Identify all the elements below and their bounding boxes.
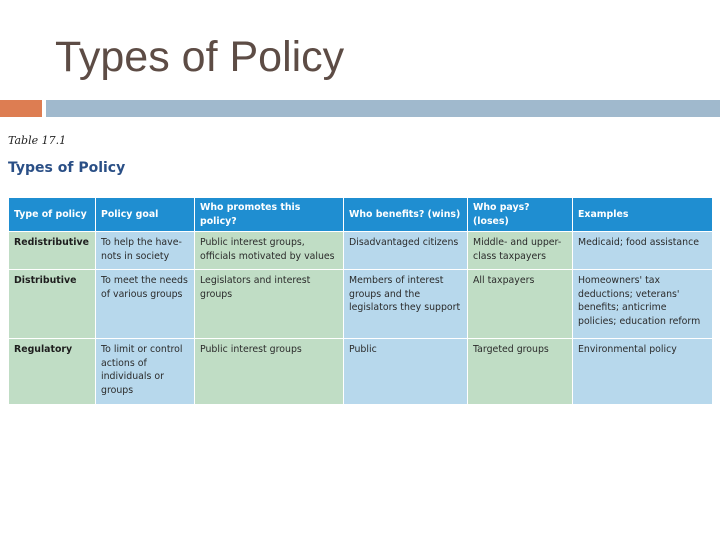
benefits-cell: Disadvantaged citizens — [344, 232, 468, 270]
table-row — [9, 270, 713, 339]
examples-cell: Medicaid; food assistance — [573, 232, 713, 270]
promoters-cell: Legislators and interest groups — [195, 270, 344, 339]
table-row — [9, 232, 713, 270]
title-accent-bar — [0, 100, 42, 117]
column-header: Who pays? (loses) — [468, 198, 573, 232]
examples-cell: Environmental policy — [573, 339, 713, 405]
benefits-cell: Members of interest groups and the legislators they support — [344, 270, 468, 339]
pays-cell: Middle- and upper-class taxpayers — [468, 232, 573, 270]
table-caption: Table 17.1 — [8, 134, 67, 147]
policy-goal-cell: To meet the needs of various groups — [96, 270, 195, 339]
title-rule-bar — [46, 100, 720, 117]
table-heading: Types of Policy — [8, 160, 126, 176]
column-header: Policy goal — [96, 198, 195, 232]
policy-type-cell: Redistributive — [9, 232, 96, 270]
policy-goal-cell: To help the have-nots in society — [96, 232, 195, 270]
policy-table — [8, 197, 713, 405]
examples-cell: Homeowners' tax deductions; veterans' benefits; anticrime policies; education reform — [573, 270, 713, 339]
benefits-cell: Public — [344, 339, 468, 405]
table-row — [9, 339, 713, 405]
policy-goal-cell: To limit or control actions of individuals or groups — [96, 339, 195, 405]
column-header: Type of policy — [9, 198, 96, 232]
policy-type-cell: Distributive — [9, 270, 96, 339]
promoters-cell: Public interest groups — [195, 339, 344, 405]
column-header: Who benefits? (wins) — [344, 198, 468, 232]
column-header: Examples — [573, 198, 713, 232]
pays-cell: All taxpayers — [468, 270, 573, 339]
slide-title: Types of Policy — [55, 33, 345, 81]
policy-type-cell: Regulatory — [9, 339, 96, 405]
pays-cell: Targeted groups — [468, 339, 573, 405]
column-header: Who promotes this policy? — [195, 198, 344, 232]
promoters-cell: Public interest groups, officials motivated by values — [195, 232, 344, 270]
table-header-row — [9, 198, 713, 232]
